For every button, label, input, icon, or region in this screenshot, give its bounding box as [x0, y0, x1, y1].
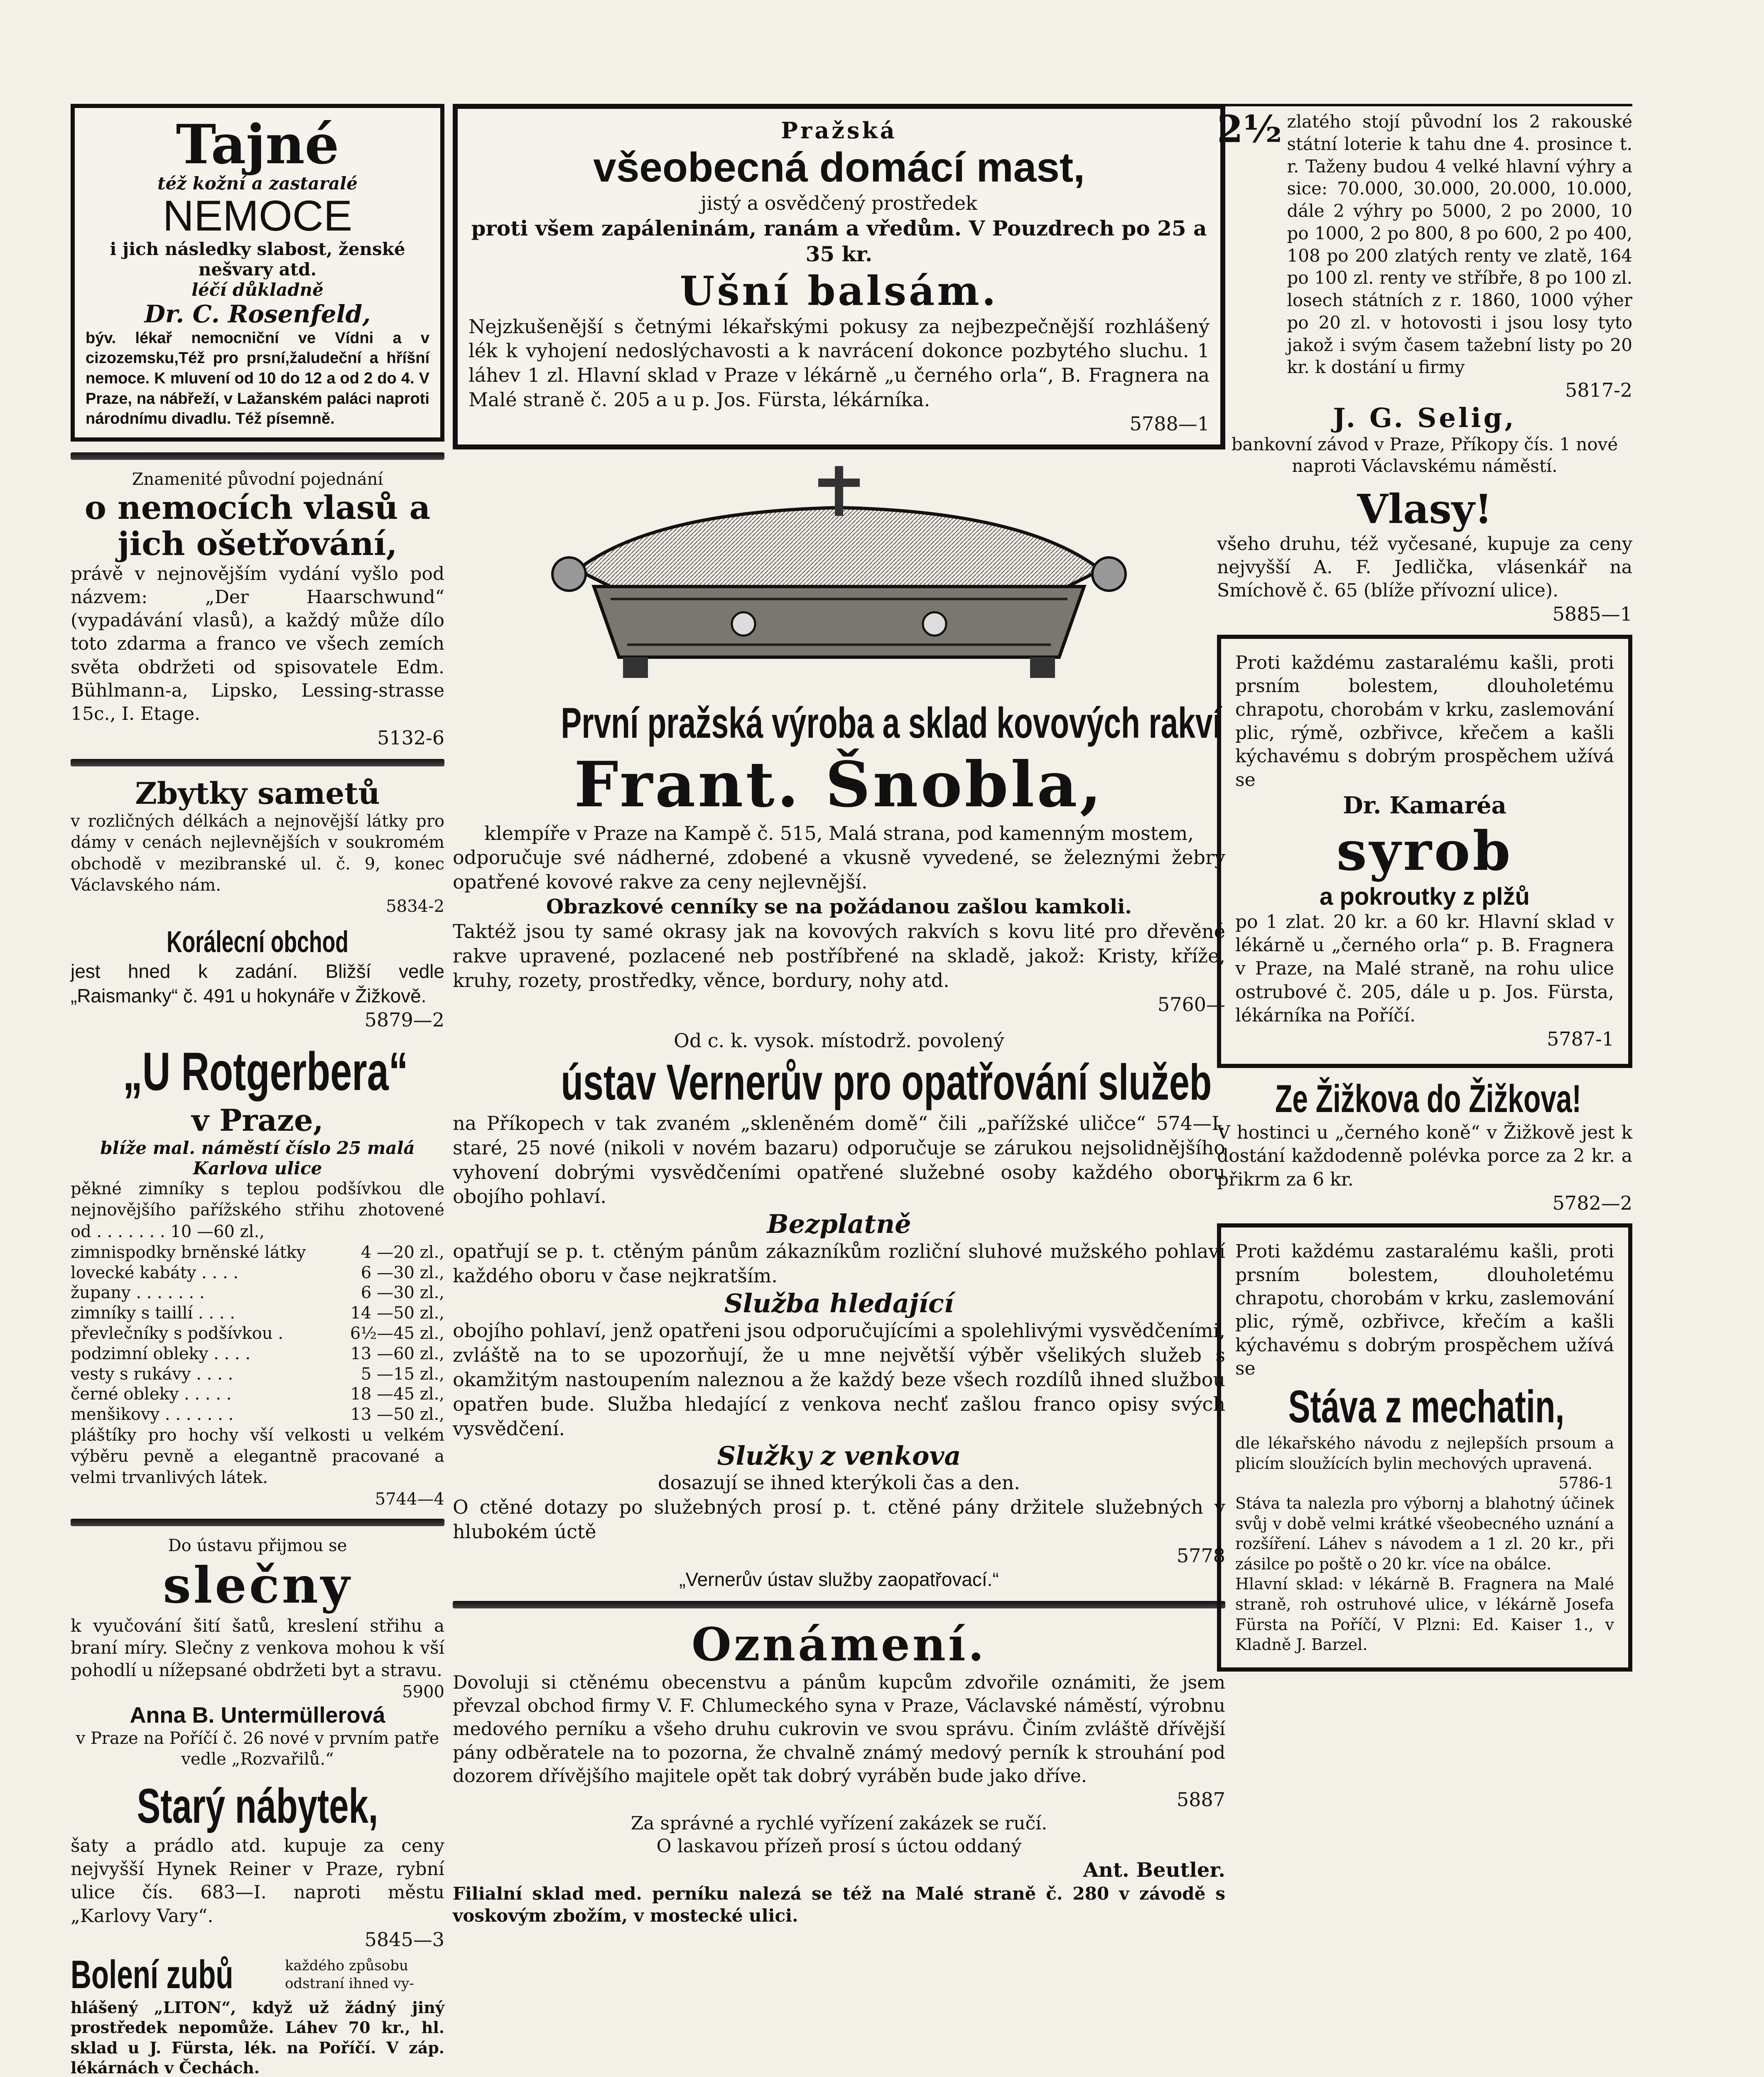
ad-doctor: Dr. Kamaréa	[1343, 791, 1506, 819]
ad-body: býv. lékař nemocniční ve Vídni a v cizozemsku,Též pro prsní,žaludeční a hříšní nemoce. K mluvení od 10 do 12 a od 2 do 4. V Praze, na nábřeží, v Lažanském paláci naproti národnímu divadlu. Též písemně.	[86, 329, 429, 428]
ad-address: blíže mal. náměstí číslo 25 malá Karlova ulice	[100, 1138, 415, 1179]
ad-heading-2: Služba hledající	[724, 1288, 954, 1318]
ad-subtitle-2: i jich následky slabost, ženské nešvary atd.	[110, 238, 405, 280]
ad-number: 2½	[1217, 107, 1282, 151]
ad-body: V hostinci u „černého koně“ v Žižkově jest k dostání každodenně polévka porce za 2 kr. a přikrm za 6 kr.	[1217, 1122, 1632, 1190]
ad-body: právě v nejnovějším vydání vyšlo pod názvem: „Der Haarschwund“ (vypadávání vlasů), a každý může dílo toto zdarma a franco ve všech zemích světa obdržeti od spisovatele Edm. Bühlmann-a, Lipsko, Lessing-strasse 15c., I. Etage.	[71, 563, 444, 725]
ad-body-3: obojího pohlaví, jenž opatřeni jsou odporučujícími a spolehlivými vysvědčeními, zvláště na to se upozorňují, že u mne největší výběr všelikých služeb s okamžitým nastoupením naleznou a že každý beze všech rozdílů ihned službou opatřen bude. Služba hledající z venkova nechť zašlou franco opisy svých vysvědčení.	[453, 1319, 1225, 1440]
ad-intro: pěkné zimníky s teplou podšívkou dle nejnovějšího pařížského střihu zhotovené od . . . . . . . 10 —60 zl.,	[71, 1179, 444, 1241]
ad-code: 5834-2	[386, 896, 444, 916]
price-item: podzimní obleky . . . .	[71, 1344, 251, 1363]
price-list	[71, 1242, 444, 1425]
ad-body: šaty a prádlo atd. kupuje za ceny nejvyšší Hynek Reiner v Praze, rybní ulice čís. 683—I. naproti městu „Karlovy Vary“.	[71, 1835, 444, 1927]
ad-body-5: O ctěné dotazy po služebných prosí p. t. ctěné pány držitele služebných v hlubokém úctě	[453, 1495, 1225, 1543]
ad-body: Dovoluji si ctěnému obecenstvu a pánům kupcům zdvořile oznámiti, že jsem převzal obchod firmy V. F. Chlumeckého syna v Praze, Václavské náměstí, výrobnu medového perníku a všeho druhu cukrovin ve svou správu. Činím zvláště dřívější pány odběratele na to pozorna, že chvalně známý medový perník k strouhání pod dozorem dřívějšího majitele opět tak dobrý vyráběn bude jako dříve.	[453, 1672, 1225, 1787]
price-value: 5 —15 zl.,	[361, 1364, 444, 1384]
price-item: černé obleky . . . . .	[71, 1385, 232, 1404]
ad-code: 5817-2	[1565, 379, 1632, 401]
ad-code: 5744—4	[375, 1489, 444, 1509]
price-value: 4 —20 zl.,	[361, 1242, 444, 1262]
price-item: zimníky s taillí . . . .	[71, 1304, 235, 1323]
ad-body-1: klempíře v Praze na Kampě č. 515, Malá strana, pod kamenným mostem,	[484, 822, 1194, 845]
ad-body-3: Obrazkové cenníky se na požádanou zašlou kamkoli.	[546, 895, 1132, 919]
divider	[71, 759, 444, 766]
ad-code: 5782—2	[1552, 1191, 1632, 1214]
ad-subtitle: v Praze,	[191, 1102, 324, 1138]
price-item: menšikovy . . . . . . .	[71, 1405, 234, 1424]
price-row	[71, 1303, 444, 1323]
ad-body: jest hned k zadání. Bližší vedle „Raismanky“ č. 491 u hokynáře v Žižkově.	[71, 960, 444, 1007]
price-value: 6 —30 zl.,	[361, 1283, 444, 1303]
ad-oznameni	[453, 1618, 1225, 1927]
ad-u-rotgerbera	[71, 1040, 444, 1509]
price-row	[71, 1242, 444, 1263]
ad-code: 5788—1	[1129, 412, 1210, 435]
ad-code: 5132-6	[377, 726, 444, 749]
price-row	[71, 1404, 444, 1425]
ad-body-4: Taktéž jsou ty samé okrasy jak na kovových rakvích s kovu lité pro dřevěné rakve upravené, pozlacené neb postříbřené na skladě, jakož: Kristy, kříže, kruhy, rozety, prostředky, věnce, bordury, nohy atd.	[453, 920, 1225, 992]
price-item: zimnispodky brněnské látky	[71, 1242, 306, 1262]
ad-subtitle-3: léčí důkladně	[191, 279, 324, 300]
ad-nemoci-vlasu	[71, 469, 444, 750]
ad-title: všeobecná domácí mast,	[593, 144, 1085, 191]
price-row	[71, 1384, 444, 1404]
ad-subtitle: též kožní a zastaralé	[157, 173, 358, 194]
ad-name: Anna B. Untermüllerová	[130, 1702, 385, 1728]
ad-name: Frant. Šnobla,	[574, 748, 1104, 821]
ad-title: ústav Vernerův pro opatřování služeb	[561, 1053, 1212, 1110]
ad-intro: Od c. k. vysok. místodrž. povolený	[674, 1029, 1004, 1052]
ad-title: Oznámení.	[692, 1617, 986, 1671]
divider	[453, 1601, 1225, 1608]
price-row	[71, 1323, 444, 1344]
ad-body-2: Za správné a rychlé vyřízení zakázek se ručí.	[631, 1812, 1048, 1834]
ad-title-2: NEMOCE	[162, 191, 353, 240]
price-value: 6 —30 zl.,	[361, 1263, 444, 1282]
ad-outro: pláštíky pro hochy vší velkosti u velkém výběru pevně a elegantně pracované a velmi trvanlivých látek.	[71, 1425, 444, 1488]
ad-heading-1: Bezplatně	[767, 1209, 911, 1240]
price-value: 14 —50 zl.,	[350, 1304, 444, 1323]
ad-intro: Znamenité původní pojednání	[132, 469, 383, 489]
ad-title: „U Rotgerbera“	[123, 1041, 408, 1102]
ad-address: v Praze na Poříčí č. 26 nové v prvním patře vedle „Rozvařilů.“	[76, 1728, 439, 1769]
price-item: lovecké kabáty . . . .	[71, 1263, 239, 1282]
price-value: 13 —50 zl.,	[350, 1405, 444, 1424]
doctor-name: Dr. C. Rosenfeld,	[144, 300, 371, 328]
ad-zbytky-sametu	[71, 776, 444, 917]
price-row	[71, 1364, 444, 1385]
ad-code: 5900	[402, 1682, 444, 1701]
ad-body: hlášený „LITON“, když už žádný jiný prostředek nepomůže. Láhev 70 kr., hl. sklad u J. Fürsta, lék. na Poříčí. V záp. lékárnách v Čechách.	[71, 1998, 444, 2077]
ad-stary-nabytek	[71, 1778, 444, 1952]
ad-signature: Ant. Beutler.	[1083, 1858, 1225, 1882]
price-value: 13 —60 zl.,	[350, 1344, 444, 1363]
ad-snobl-rakve	[453, 699, 1225, 1017]
ad-body-2: opatřují se p. t. ctěným pánům zákazníkům rozliční sluhové mužského pohlaví každého oboru v čase nejkratším.	[453, 1240, 1225, 1287]
ad-tajne-nemoce	[71, 104, 444, 442]
ad-vlasy	[1217, 486, 1632, 626]
ad-title: syrob	[1336, 819, 1513, 883]
ad-heading-3: Služky z venkova	[717, 1441, 961, 1471]
ad-vernerův-ustav	[453, 1029, 1225, 1591]
price-item: převlečníky s podšívkou .	[71, 1323, 283, 1343]
ad-name: J. G. Selig,	[1333, 402, 1516, 434]
ad-line-1: jistý a osvědčený prostředek	[701, 192, 977, 214]
ad-prazska-mast	[453, 104, 1225, 449]
price-row	[71, 1283, 444, 1303]
ad-code: 5887	[1176, 1788, 1225, 1811]
coffin-illustration	[527, 462, 1151, 695]
divider	[71, 452, 444, 460]
ad-body-4: dosazují se ihned kterýkoli čas a den.	[658, 1471, 1020, 1494]
column-left	[71, 104, 444, 2077]
ad-title: Stáva z mechatin,	[1288, 1381, 1565, 1433]
ad-subtitle: a pokroutky z plžů	[1320, 883, 1530, 910]
ad-body-2: dle lékařského návodu z nejlepších prsoum a plicím sloužících bylin mechových upravená.	[1235, 1434, 1614, 1473]
ad-code: 5786-1	[1558, 1474, 1614, 1493]
ad-code: 5879—2	[364, 1008, 444, 1031]
price-item: vesty s rukávy . . . .	[71, 1364, 233, 1384]
price-row	[71, 1344, 444, 1364]
ad-body: Nejzkušenější s četnými lékařskými pokusy za nejbezpečnější rozhlášený lék k vyhojení nedoslýchavosti a k navrácení dokonce pozbytého sluchu. 1 láhev 1 zl. Hlavní sklad v Praze v lékárně „u černého orla“, B. Fragnera na Malé straně č. 205 a u p. Jos. Fürsta, lékárníka.	[469, 315, 1210, 411]
ad-body: Proti každému zastaralému kašli, proti prsním bolestem, dlouholetému chrapotu, chorobám v krku, zaslemování plic, rýmě, ozbřivce, křečím a kašli kýchavému s dobrým prospěchem užívá se	[1235, 1241, 1614, 1379]
ad-body: Proti každému zastaralému kašli, proti prsním bolestem, dlouholetému chrapotu, chorobám v krku, zaslemování plic, rýmě, ozbřivce, křečem a kašli kýchavému s dobrým prospěchem užívá se	[1235, 652, 1614, 791]
ad-address: bankovní závod v Praze, Příkopy čís. 1 nové naproti Václavskému náměstí.	[1231, 434, 1618, 476]
ad-body-3: O laskavou přízeň prosí s úctou oddaný	[656, 1835, 1022, 1857]
ad-body-2: po 1 zlat. 20 kr. a 60 kr. Hlavní sklad v lékárně u „černého orla“ p. B. Fragnera v Praze, na Malé straně, na rohu ulice ostrubové č. 205, dále u p. Jos. Fürsta, lékárníka na Poříčí.	[1235, 911, 1614, 1026]
price-row	[71, 1263, 444, 1283]
ad-loterie	[1217, 104, 1632, 477]
ad-title: Vlasy!	[1357, 485, 1492, 533]
ad-body-3: Stáva ta nalezla pro výbornj a blahotný účinek svůj v době velmi krátké všeobecného uznání a rozšíření. Láhev s návodem a 1 zl. 20 kr., při zásilce po poště o 20 kr. více na obálce.	[1235, 1494, 1614, 1573]
ad-body-2: odporučuje své nádherné, zdobené a vkusně vyvedené, se železnými žebry opatřené kovové rakve za ceny nejlevnější.	[453, 846, 1225, 894]
ad-title: První pražská výroba a sklad kovových rakví	[561, 699, 1222, 747]
ad-code: 5760—	[1157, 993, 1225, 1016]
ad-koralecni-obchod	[71, 925, 444, 1032]
ad-body: k vyučování šití šatů, kreslení střihu a braní míry. Slečny z venkova mohou k vší pohodlí u nížepsané obdržeti byt a stravu.	[71, 1615, 444, 1681]
price-value: 6½—45 zl.,	[350, 1323, 444, 1343]
ad-title-2: Ušní balsám.	[680, 267, 999, 314]
ad-title: Ze Žižkova do Žižkova!	[1275, 1076, 1582, 1120]
ad-zizkov	[1217, 1076, 1632, 1215]
ad-head: Pražská	[781, 117, 897, 144]
ad-code: 5845—3	[364, 1928, 444, 1951]
ad-title: Bolení zubů	[71, 1952, 233, 1997]
ad-signature: „Vernerův ústav služby zaopatřovací.“	[679, 1569, 999, 1591]
column-right	[1217, 104, 1632, 1672]
ad-title: Korálecní obchod	[167, 925, 348, 959]
ad-line-2: proti všem zapáleninám, ranám a vředům. V Pouzdrech po 25 a 35 kr.	[471, 216, 1207, 266]
price-item: župany . . . . . . .	[71, 1283, 205, 1303]
divider	[71, 1519, 444, 1526]
ad-title: slečny	[163, 1556, 352, 1615]
column-middle	[453, 104, 1225, 1927]
ad-body: v rozličných délkách a nejnovější látky pro dámy v cenách nejlevnějších v soukromém obchodě v mezibranské ul. č. 9, konec Václavského nám.	[71, 812, 444, 895]
ad-footer: Filialní sklad med. perníku nalezá se též na Malé straně č. 280 v závodě s voskovým zbožím, v mostecké ulici.	[453, 1883, 1225, 1926]
ad-code: 5778	[1176, 1544, 1225, 1567]
ad-aside: každého způsobu odstraní ihned vy-	[285, 1957, 414, 1992]
ad-body: všeho druhu, též vyčesané, kupuje za ceny nejvyšší A. F. Jedlička, vlásenkář na Smíchově č. 65 (blíže přívozní ulice).	[1217, 533, 1632, 601]
ad-body-1: na Příkopech v tak zvaném „skleněném domě“ čili „pařížské uličce“ 574—I. staré, 25 nové (nikoli v novém bazaru) odporučuje se zárukou nejsolidnějšího vyhovení dobrými vysvědčeními opatřené služebné osoby každého oboru obojího pohlaví.	[453, 1112, 1225, 1208]
ad-title: Starý nábytek,	[137, 1778, 378, 1834]
ad-stava-z-mechatin	[1217, 1223, 1632, 1672]
ad-body-4: Hlavní sklad: v lékárně B. Fragnera na Malé straně, roh ostruhové ulice, v lékárně Josefa Fürsta na Poříčí, V Plzni: Ed. Kaiser 1., v Kladně J. Barzel.	[1235, 1575, 1614, 1654]
price-value: 18 —45 zl.,	[350, 1385, 444, 1404]
ad-code: 5885—1	[1552, 603, 1632, 626]
ad-title: o nemocích vlasů a jich ošetřování,	[84, 489, 431, 563]
ad-title: Zbytky sametů	[135, 776, 380, 811]
ad-intro: Do ústavu přijmou se	[168, 1536, 347, 1555]
ad-slecny	[71, 1535, 444, 1770]
ad-body: zlatého stojí původní los 2 rakouské státní loterie k tahu dne 4. prosince t. r. Taženy budou 4 velké hlavní výhry a sice: 70.000, 30.000, 20.000, 10.000, dále 2 výhry po 5000, 2 po 2000, 10 po 1000, 2 po 800, 8 po 600, 2 po 400, 108 po 200 zlatých renty ve zlatě, 164 po 100 zl. renty ve stříbře, 8 po 100 zl. losech státních z r. 1860, 1000 výher po 20 zl. v hotovosti i jsou losy tyto jakož i svým časem tažební listy po 20 kr. k dostání u firmy	[1287, 111, 1632, 378]
ad-title: Tajné	[176, 113, 339, 176]
ad-boleni-zubu	[71, 1952, 444, 2077]
ad-code: 5787-1	[1547, 1028, 1614, 1051]
ad-syrob	[1217, 635, 1632, 1068]
